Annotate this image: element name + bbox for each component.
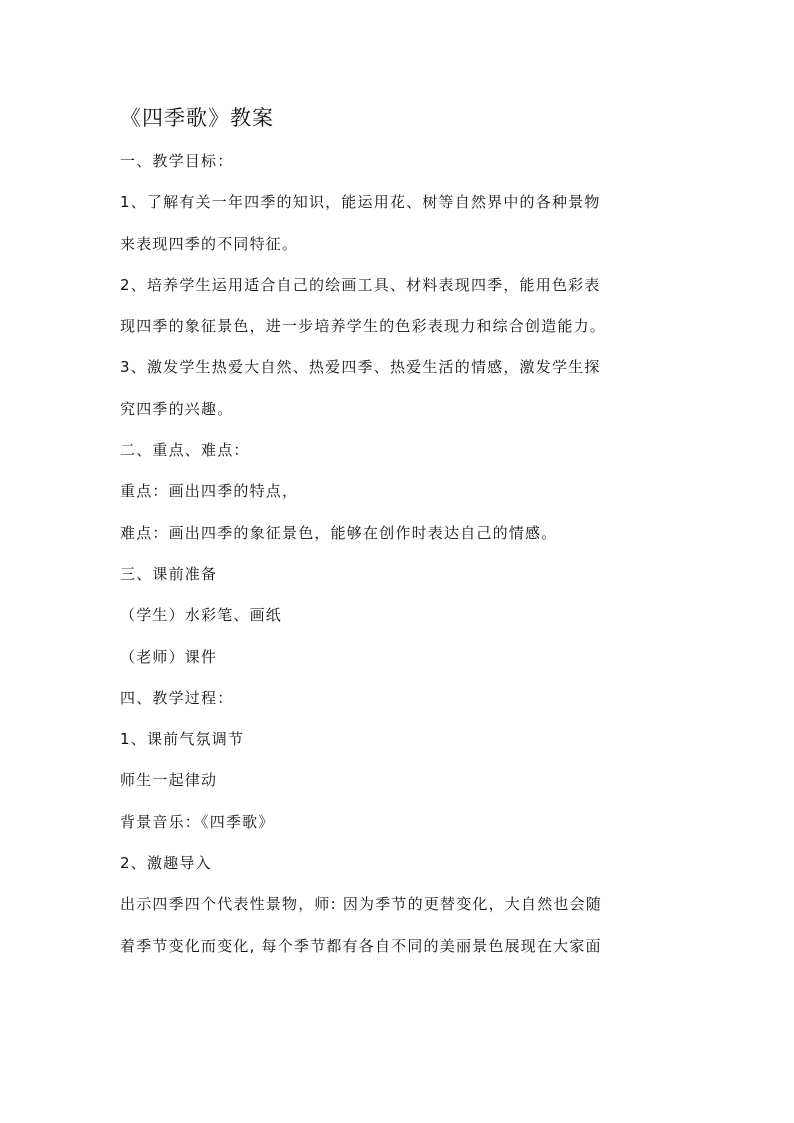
process-step-2-heading: 2、激趣导入 xyxy=(120,854,212,873)
goal-3-line-1: 3、激发学生热爱大自然、热爱四季、热爱生活的情感，激发学生探 xyxy=(120,358,601,377)
goal-3-line-2: 究四季的兴趣。 xyxy=(120,399,234,418)
process-step-2-line-2: 着季节变化而变化, 每个季节都有各自不同的美丽景色展现在大家面 xyxy=(120,936,602,955)
process-step-2-line-1: 出示四季四个代表性景物，师: 因为季节的更替变化，大自然也会随 xyxy=(120,895,603,914)
goal-2-line-2: 现四季的象征景色，进一步培养学生的色彩表现力和综合创造能力。 xyxy=(120,317,607,336)
document-content xyxy=(120,100,680,967)
key-point-line: 重点：画出四季的特点， xyxy=(120,482,299,501)
teacher-materials-line: （老师）课件 xyxy=(120,647,218,666)
process-step-1-line-2: 背景音乐：《四季歌》 xyxy=(120,812,275,831)
goal-1-line-2: 来表现四季的不同特征。 xyxy=(120,234,299,253)
goal-1-line-1: 1、了解有关一年四季的知识，能运用花、树等自然界中的各种景物 xyxy=(120,193,601,212)
section-heading-preparation: 三、课前准备 xyxy=(120,564,218,583)
goal-2-line-1: 2、培养学生运用适合自己的绘画工具、材料表现四季，能用色彩表 xyxy=(120,275,601,294)
document-title: 《四季歌》教案 xyxy=(120,106,274,130)
section-heading-teaching-process: 四、教学过程： xyxy=(120,688,234,707)
student-materials-line: （学生）水彩笔、画纸 xyxy=(120,606,283,625)
section-heading-key-points: 二、重点、难点： xyxy=(120,441,250,460)
process-step-1-heading: 1、课前气氛调节 xyxy=(120,730,245,749)
section-heading-teaching-goals: 一、教学目标： xyxy=(120,152,234,170)
process-step-1-line-1: 师生一起律动 xyxy=(120,771,218,790)
difficult-point-line: 难点：画出四季的象征景色，能够在创作时表达自己的情感。 xyxy=(120,523,558,542)
